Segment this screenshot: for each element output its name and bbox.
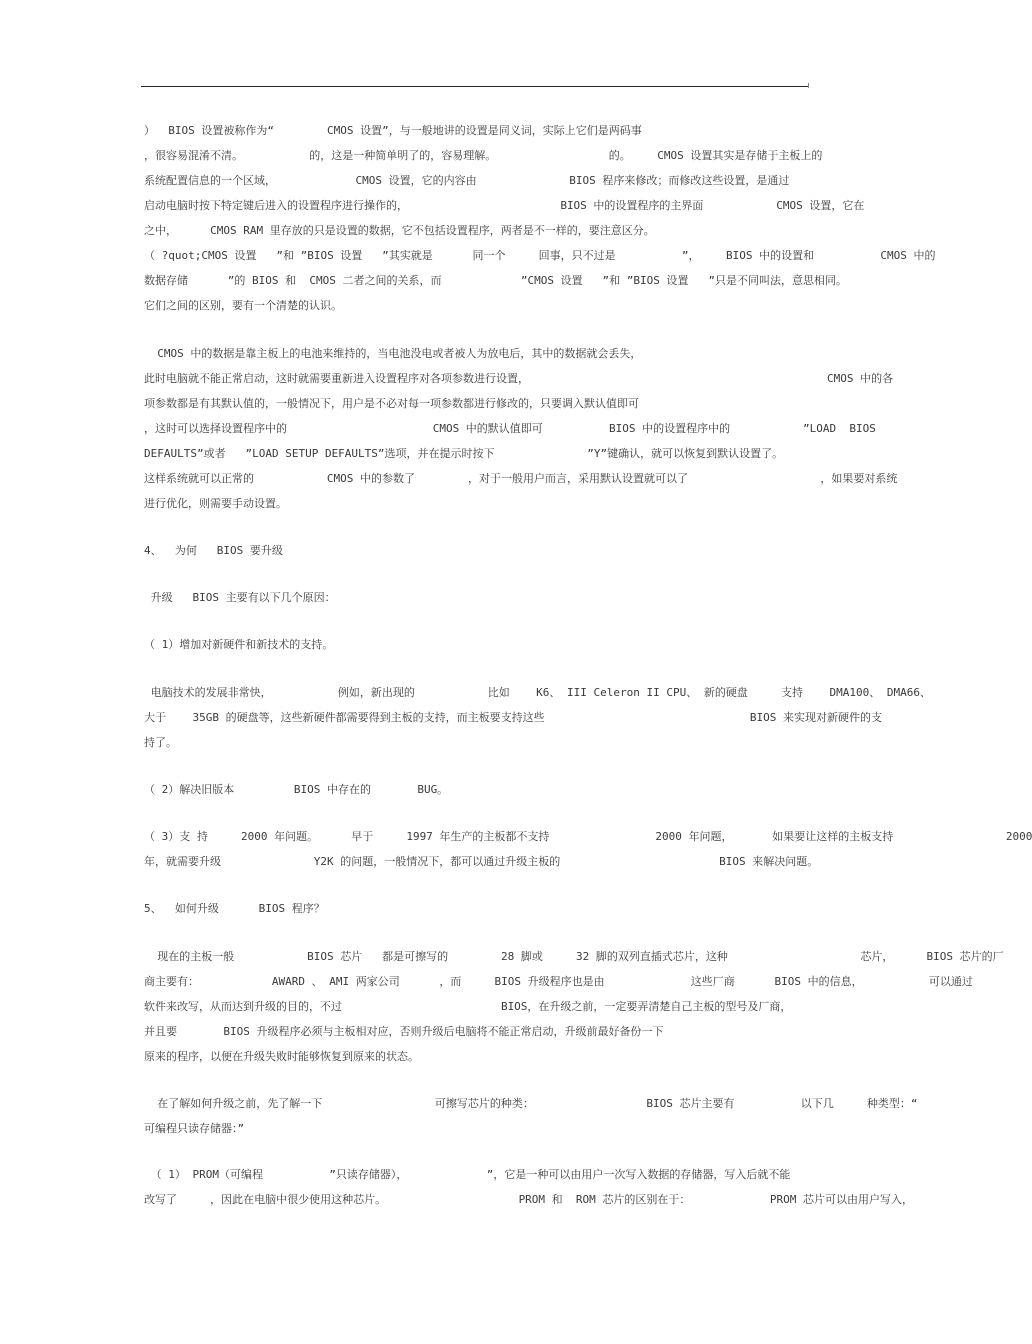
text-line: 大于 35GB 的硬盘等，这些新硬件都需要得到主板的支持，而主板要支持这些 BIOS 来实现对新硬件的支 [144, 711, 883, 724]
text-line: DEFAULTS”或者 ”LOAD SETUP DEFAULTS”选项，并在提示时按下 ”Y”键确认，就可以恢复到默认设置了。 [144, 447, 784, 460]
text-line: 商主要有： AWARD 、 AMI 两家公司 ，而 BIOS 升级程序也是由 这些厂商 BIOS 中的信息， 可以通过 [144, 975, 973, 988]
text-line: 电脑技术的发展非常快， 例如，新出现的 比如 K6、 III Celeron II CPU、 新的硬盘 支持 DMA100、 DMA66、 [144, 686, 931, 699]
text-line: （ ?quot;CMOS 设置 ”和 ”BIOS 设置 ”其实就是 同一个 回事，只不过是 ”， BIOS 中的设置和 CMOS 中的 [144, 249, 936, 262]
text-line: 它们之间的区别，要有一个清楚的认识。 [144, 299, 342, 312]
text-line: 年，就需要升级 Y2K 的问题，一般情况下，都可以通过升级主板的 BIOS 来解决问题。 [144, 855, 819, 868]
text-line: ，这时可以选择设置程序中的 CMOS 中的默认值即可 BIOS 中的设置程序中的 ”LOAD BIOS [144, 422, 876, 435]
text-line: （ 2）解决旧版本 BIOS 中存在的 BUG。 [144, 783, 449, 796]
text-line: ，很容易混淆不清。 的，这是一种简单明了的，容易理解。 的。 CMOS 设置其实是存储于主板上的 [144, 149, 823, 162]
text-line: 数据存储 ”的 BIOS 和 CMOS 二者之间的关系，而 ”CMOS 设置 ”和 ”BIOS 设置 ”只是不同叫法，意思相同。 [144, 274, 847, 287]
text-line: 软件来改写，从而达到升级的目的，不过 BIOS，在升级之前，一定要弄清楚自己主板的型号及厂商， [144, 1000, 792, 1013]
text-line: 可编程只读存储器：” [144, 1122, 245, 1135]
text-line: 在了解如何升级之前，先了解一下 可擦写芯片的种类： BIOS 芯片主要有 以下几 种类型：“ [144, 1097, 918, 1110]
text-line: ） BIOS 设置被称作为“ CMOS 设置”，与一般地讲的设置是同义词，实际上它们是两码事 [144, 124, 642, 137]
text-line: 之中， CMOS RAM 里存放的只是设置的数据，它不包括设置程序，两者是不一样的，要注意区分。 [144, 224, 655, 237]
text-line: （ 1） PROM（可编程 ”只读存储器）， ”，它是一种可以由用户一次写入数据的存储器，写入后就不能 [144, 1168, 791, 1181]
text-line: 项参数都是有其默认值的，一般情况下，用户是不必对每一项参数都进行修改的，只要调入默认值即可 [144, 397, 639, 410]
text-line: 进行优化，则需要手动设置。 [144, 497, 287, 510]
text-line: 这样系统就可以正常的 CMOS 中的参数了 ，对于一般用户而言，采用默认设置就可以了 ，如果要对系统 [144, 472, 898, 485]
text-line: 启动电脑时按下特定键后进入的设置程序进行操作的， BIOS 中的设置程序的主界面 CMOS 设置，它在 [144, 199, 865, 212]
text-line: 此时电脑就不能正常启动，这时就需要重新进入设置程序对各项参数进行设置， CMOS 中的各 [144, 372, 894, 385]
text-line: 现在的主板一般 BIOS 芯片 都是可擦写的 28 脚或 32 脚的双列直插式芯片，这种 芯片， BIOS 芯片的厂 [144, 950, 1004, 963]
text-line: 4、 为何 BIOS 要升级 [144, 544, 283, 557]
text-line: 5、 如何升级 BIOS 程序？ [144, 902, 325, 915]
text-line: 持了。 [144, 736, 177, 749]
text-line: 升级 BIOS 主要有以下几个原因： [144, 591, 336, 604]
text-line: CMOS 中的数据是靠主板上的电池来维持的，当电池没电或者被人为放电后，其中的数据就会丢失， [144, 347, 642, 360]
text-line: （ 1）增加对新硬件和新技术的支持。 [144, 638, 334, 651]
text-line: 原来的程序，以便在升级失败时能够恢复到原来的状态。 [144, 1050, 419, 1063]
text-line: 并且要 BIOS 升级程序必须与主板相对应，否则升级后电脑将不能正常启动，升级前最好备份一下 [144, 1025, 664, 1038]
text-line: 改写了 ，因此在电脑中很少使用这种芯片。 PROM 和 ROM 芯片的区别在于： PROM 芯片可以由用户写入， [144, 1193, 913, 1206]
text-line: 系统配置信息的一个区域， CMOS 设置，它的内容由 BIOS 程序来修改；而修改这些设置，是通过 [144, 174, 790, 187]
text-line: （ 3）支 持 2000 年问题。 早于 1997 年生产的主板都不支持 2000 年问题， 如果要让这样的主板支持 2000 [144, 830, 1032, 843]
